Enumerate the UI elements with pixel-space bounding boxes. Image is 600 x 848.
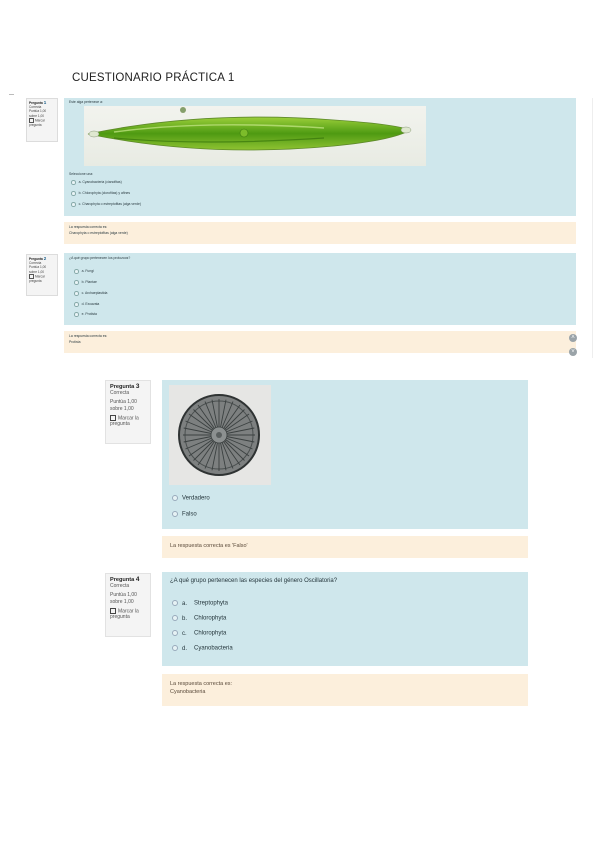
question-status: Correcta: [29, 261, 42, 266]
answer-option-b[interactable]: b. Plantae: [74, 280, 97, 285]
diatom-micrograph: [169, 385, 271, 485]
page-title: CUESTIONARIO PRÁCTICA 1: [72, 72, 235, 84]
alga-micrograph: [84, 106, 426, 166]
flag-question-2[interactable]: [29, 274, 55, 283]
question-info-3: [105, 380, 151, 444]
feedback-3: [162, 536, 528, 558]
margin-mark: [9, 94, 14, 95]
chevron-up-icon: ˄: [571, 335, 575, 341]
radio-icon: [74, 269, 79, 274]
question-label: Pregunta: [110, 577, 135, 583]
chevron-down-icon: ˅: [571, 349, 575, 355]
flag-question-1[interactable]: [29, 118, 55, 127]
answer-option-a[interactable]: a. Cyanobacteria (cianofitas): [71, 180, 122, 185]
radio-icon: [71, 180, 76, 185]
question-number: 4: [135, 576, 140, 583]
radio-icon: [172, 600, 178, 606]
question-number: 3: [135, 383, 140, 390]
page-edge-line: [592, 98, 593, 358]
feedback-answer: Cyanobacteria: [170, 689, 206, 695]
flag-label: Marcar pregunta: [29, 118, 45, 127]
answer-option-c[interactable]: c. Chlorophyta: [172, 630, 226, 637]
question-content-2: [64, 253, 576, 325]
question-number: 2: [43, 256, 47, 261]
scroll-down-button[interactable]: [569, 348, 577, 356]
feedback-text: La respuesta correcta es:: [170, 681, 233, 687]
flag-label: Marcar la pregunta: [110, 415, 139, 428]
flag-question-4[interactable]: [110, 608, 146, 621]
radio-icon: [172, 645, 178, 651]
radio-icon: [172, 615, 178, 621]
feedback-1: [64, 222, 576, 244]
question-status: Correcta: [110, 390, 130, 397]
answer-option-a[interactable]: a. Streptophyta: [172, 600, 228, 607]
scroll-up-button[interactable]: [569, 334, 577, 342]
answer-option-d[interactable]: d. Excavata: [74, 302, 99, 307]
feedback-answer: Protista: [69, 340, 81, 344]
feedback-text: La respuesta correcta es:: [69, 225, 108, 229]
select-one-label: Seleccione una:: [69, 172, 94, 176]
feedback-text: La respuesta correcta es 'Falso': [170, 543, 248, 549]
answer-option-false[interactable]: Falso: [172, 511, 197, 518]
flag-question-3[interactable]: [110, 415, 146, 428]
question-prompt: ¿A qué grupo pertenecen los protozoos?: [69, 256, 131, 260]
feedback-2: [64, 331, 576, 353]
radio-icon: [74, 280, 79, 285]
question-score: Puntúa 1,00 sobre 1,00: [110, 399, 137, 412]
question-status: Correcta: [29, 105, 42, 110]
radio-icon: [172, 630, 178, 636]
flag-icon: [110, 608, 116, 614]
flag-label: Marcar pregunta: [29, 274, 45, 283]
answer-option-e[interactable]: e. Protista: [74, 312, 97, 317]
radio-icon: [71, 202, 76, 207]
radio-icon: [74, 312, 79, 317]
answer-option-c[interactable]: c. Archaeplastida: [74, 291, 107, 296]
radio-icon: [74, 291, 79, 296]
feedback-answer: Charophyta o estreptofitas (alga verde): [69, 231, 128, 235]
answer-option-b[interactable]: b. Chlorophyta: [172, 615, 226, 622]
flag-label: Marcar la pregunta: [110, 608, 139, 621]
question-number: 1: [43, 100, 47, 105]
radio-icon: [172, 511, 178, 517]
radio-icon: [74, 302, 79, 307]
answer-option-a[interactable]: a. Fungi: [74, 269, 94, 274]
question-content-1: [64, 98, 576, 216]
radio-icon: [172, 495, 178, 501]
question-label: Pregunta: [29, 101, 43, 105]
question-content-4: [162, 572, 528, 666]
flag-icon: [110, 415, 116, 421]
question-status: Correcta: [110, 583, 130, 590]
answer-option-true[interactable]: Verdadero: [172, 495, 210, 502]
answer-option-d[interactable]: d. Cyanobacteria: [172, 645, 233, 652]
question-score: Puntúa 1,00 sobre 1,00: [29, 265, 47, 274]
radio-icon: [71, 191, 76, 196]
question-label: Pregunta: [29, 257, 43, 261]
answer-option-c[interactable]: c. Charophyta o estreptofitas (alga verde): [71, 202, 141, 207]
question-prompt: ¿A qué grupo pertenecen las especies del género Oscillatoria?: [170, 578, 338, 584]
question-info-4: [105, 573, 151, 637]
question-content-3: [162, 380, 528, 529]
question-score: Puntúa 1,00 sobre 1,00: [110, 592, 137, 605]
feedback-text: La respuesta correcta es:: [69, 334, 108, 338]
question-info-2: [26, 254, 58, 296]
question-prompt: Este alga pertenece a:: [69, 100, 103, 104]
feedback-4: [162, 674, 528, 706]
question-label: Pregunta: [110, 384, 135, 390]
answer-option-b[interactable]: b. Chlorophyta (clorofitas) y afines: [71, 191, 130, 196]
question-score: Puntúa 1,00 sobre 1,00: [29, 109, 47, 118]
question-info-1: [26, 98, 58, 142]
